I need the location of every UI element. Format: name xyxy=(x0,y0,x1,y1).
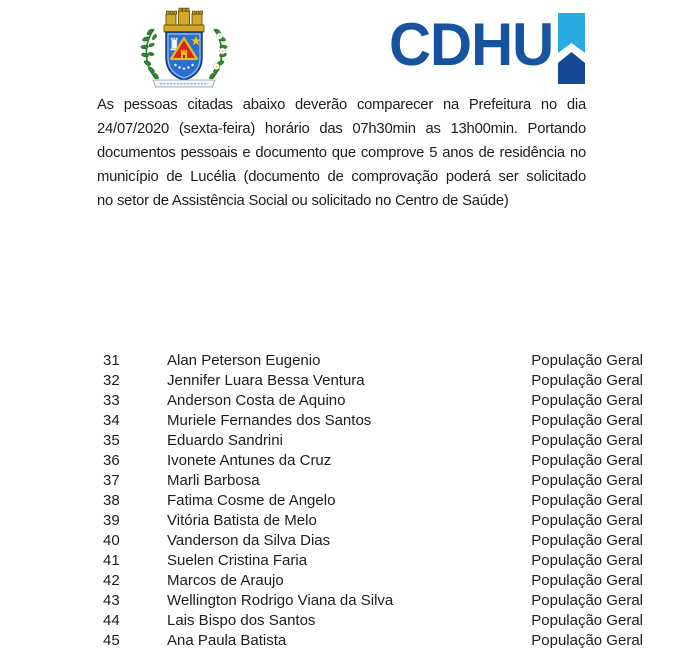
person-name: Vitória Batista de Melo xyxy=(167,512,317,529)
row-number: 34 xyxy=(103,412,120,429)
person-category: População Geral xyxy=(531,592,643,609)
cdhu-logo-exclamation-house-icon xyxy=(558,13,585,84)
list-row xyxy=(0,631,679,651)
row-number: 37 xyxy=(103,472,120,489)
list-row xyxy=(0,411,679,431)
list-row xyxy=(0,491,679,511)
person-category: População Geral xyxy=(531,512,643,529)
person-category: População Geral xyxy=(531,532,643,549)
list-row xyxy=(0,451,679,471)
list-row xyxy=(0,551,679,571)
person-category: População Geral xyxy=(531,572,643,589)
person-category: População Geral xyxy=(531,412,643,429)
crest-crown xyxy=(164,8,204,32)
person-name: Lais Bispo dos Santos xyxy=(167,612,316,629)
crest-left-branch xyxy=(141,28,160,79)
person-name: Eduardo Sandrini xyxy=(167,432,283,449)
person-name: Anderson Costa de Aquino xyxy=(167,392,346,409)
person-category: População Geral xyxy=(531,452,643,469)
notice-paragraph xyxy=(97,93,586,213)
crest-castle-charge xyxy=(181,50,187,58)
notice-line: município de Lucélia (documento de comprovação poderá ser solicitado xyxy=(97,169,586,185)
person-name: Jennifer Luara Bessa Ventura xyxy=(167,372,365,389)
person-category: População Geral xyxy=(531,372,643,389)
list-row xyxy=(0,431,679,451)
list-row xyxy=(0,351,679,371)
person-name: Alan Peterson Eugenio xyxy=(167,352,321,369)
row-number: 42 xyxy=(103,572,120,589)
notice-line: As pessoas citadas abaixo deverão comparecer na Prefeitura no dia xyxy=(97,97,586,113)
row-number: 44 xyxy=(103,612,120,629)
list-row xyxy=(0,531,679,551)
row-number: 32 xyxy=(103,372,120,389)
person-name: Ivonete Antunes da Cruz xyxy=(167,452,332,469)
list-row xyxy=(0,391,679,411)
person-category: População Geral xyxy=(531,612,643,629)
person-name: Marli Barbosa xyxy=(167,472,260,489)
person-category: População Geral xyxy=(531,392,643,409)
person-name: Wellington Rodrigo Viana da Silva xyxy=(167,592,394,609)
person-category: População Geral xyxy=(531,632,643,649)
person-name: Ana Paula Batista xyxy=(167,632,287,649)
notice-line: documentos pessoais e documento que comprove 5 anos de residência no xyxy=(97,145,586,161)
person-name: Vanderson da Silva Dias xyxy=(167,532,331,549)
people-list xyxy=(0,351,679,651)
cdhu-logo-text: CDHU xyxy=(389,11,554,78)
person-category: População Geral xyxy=(531,432,643,449)
lucelia-coat-of-arms-icon xyxy=(133,6,235,90)
row-number: 39 xyxy=(103,512,120,529)
row-number: 40 xyxy=(103,532,120,549)
row-number: 38 xyxy=(103,492,120,509)
list-row xyxy=(0,471,679,491)
person-name: Suelen Cristina Faria xyxy=(167,552,308,569)
notice-line: no setor de Assistência Social ou solicitado no Centro de Saúde) xyxy=(97,193,509,209)
person-category: População Geral xyxy=(531,472,643,489)
person-category: População Geral xyxy=(531,352,643,369)
notice-line: 24/07/2020 (sexta-feira) horário das 07h30min as 13h00min. Portando xyxy=(97,121,586,137)
row-number: 35 xyxy=(103,432,120,449)
row-number: 31 xyxy=(103,352,120,369)
list-row xyxy=(0,371,679,391)
row-number: 41 xyxy=(103,552,120,569)
row-number: 45 xyxy=(103,632,120,649)
person-category: População Geral xyxy=(531,492,643,509)
row-number: 33 xyxy=(103,392,120,409)
list-row xyxy=(0,511,679,531)
list-row xyxy=(0,591,679,611)
crest-ribbon xyxy=(153,80,215,87)
list-row xyxy=(0,571,679,591)
person-name: Muriele Fernandes dos Santos xyxy=(167,412,372,429)
row-number: 36 xyxy=(103,452,120,469)
person-category: População Geral xyxy=(531,552,643,569)
person-name: Marcos de Araujo xyxy=(167,572,284,589)
person-name: Fatima Cosme de Angelo xyxy=(167,492,336,509)
row-number: 43 xyxy=(103,592,120,609)
list-row xyxy=(0,611,679,631)
